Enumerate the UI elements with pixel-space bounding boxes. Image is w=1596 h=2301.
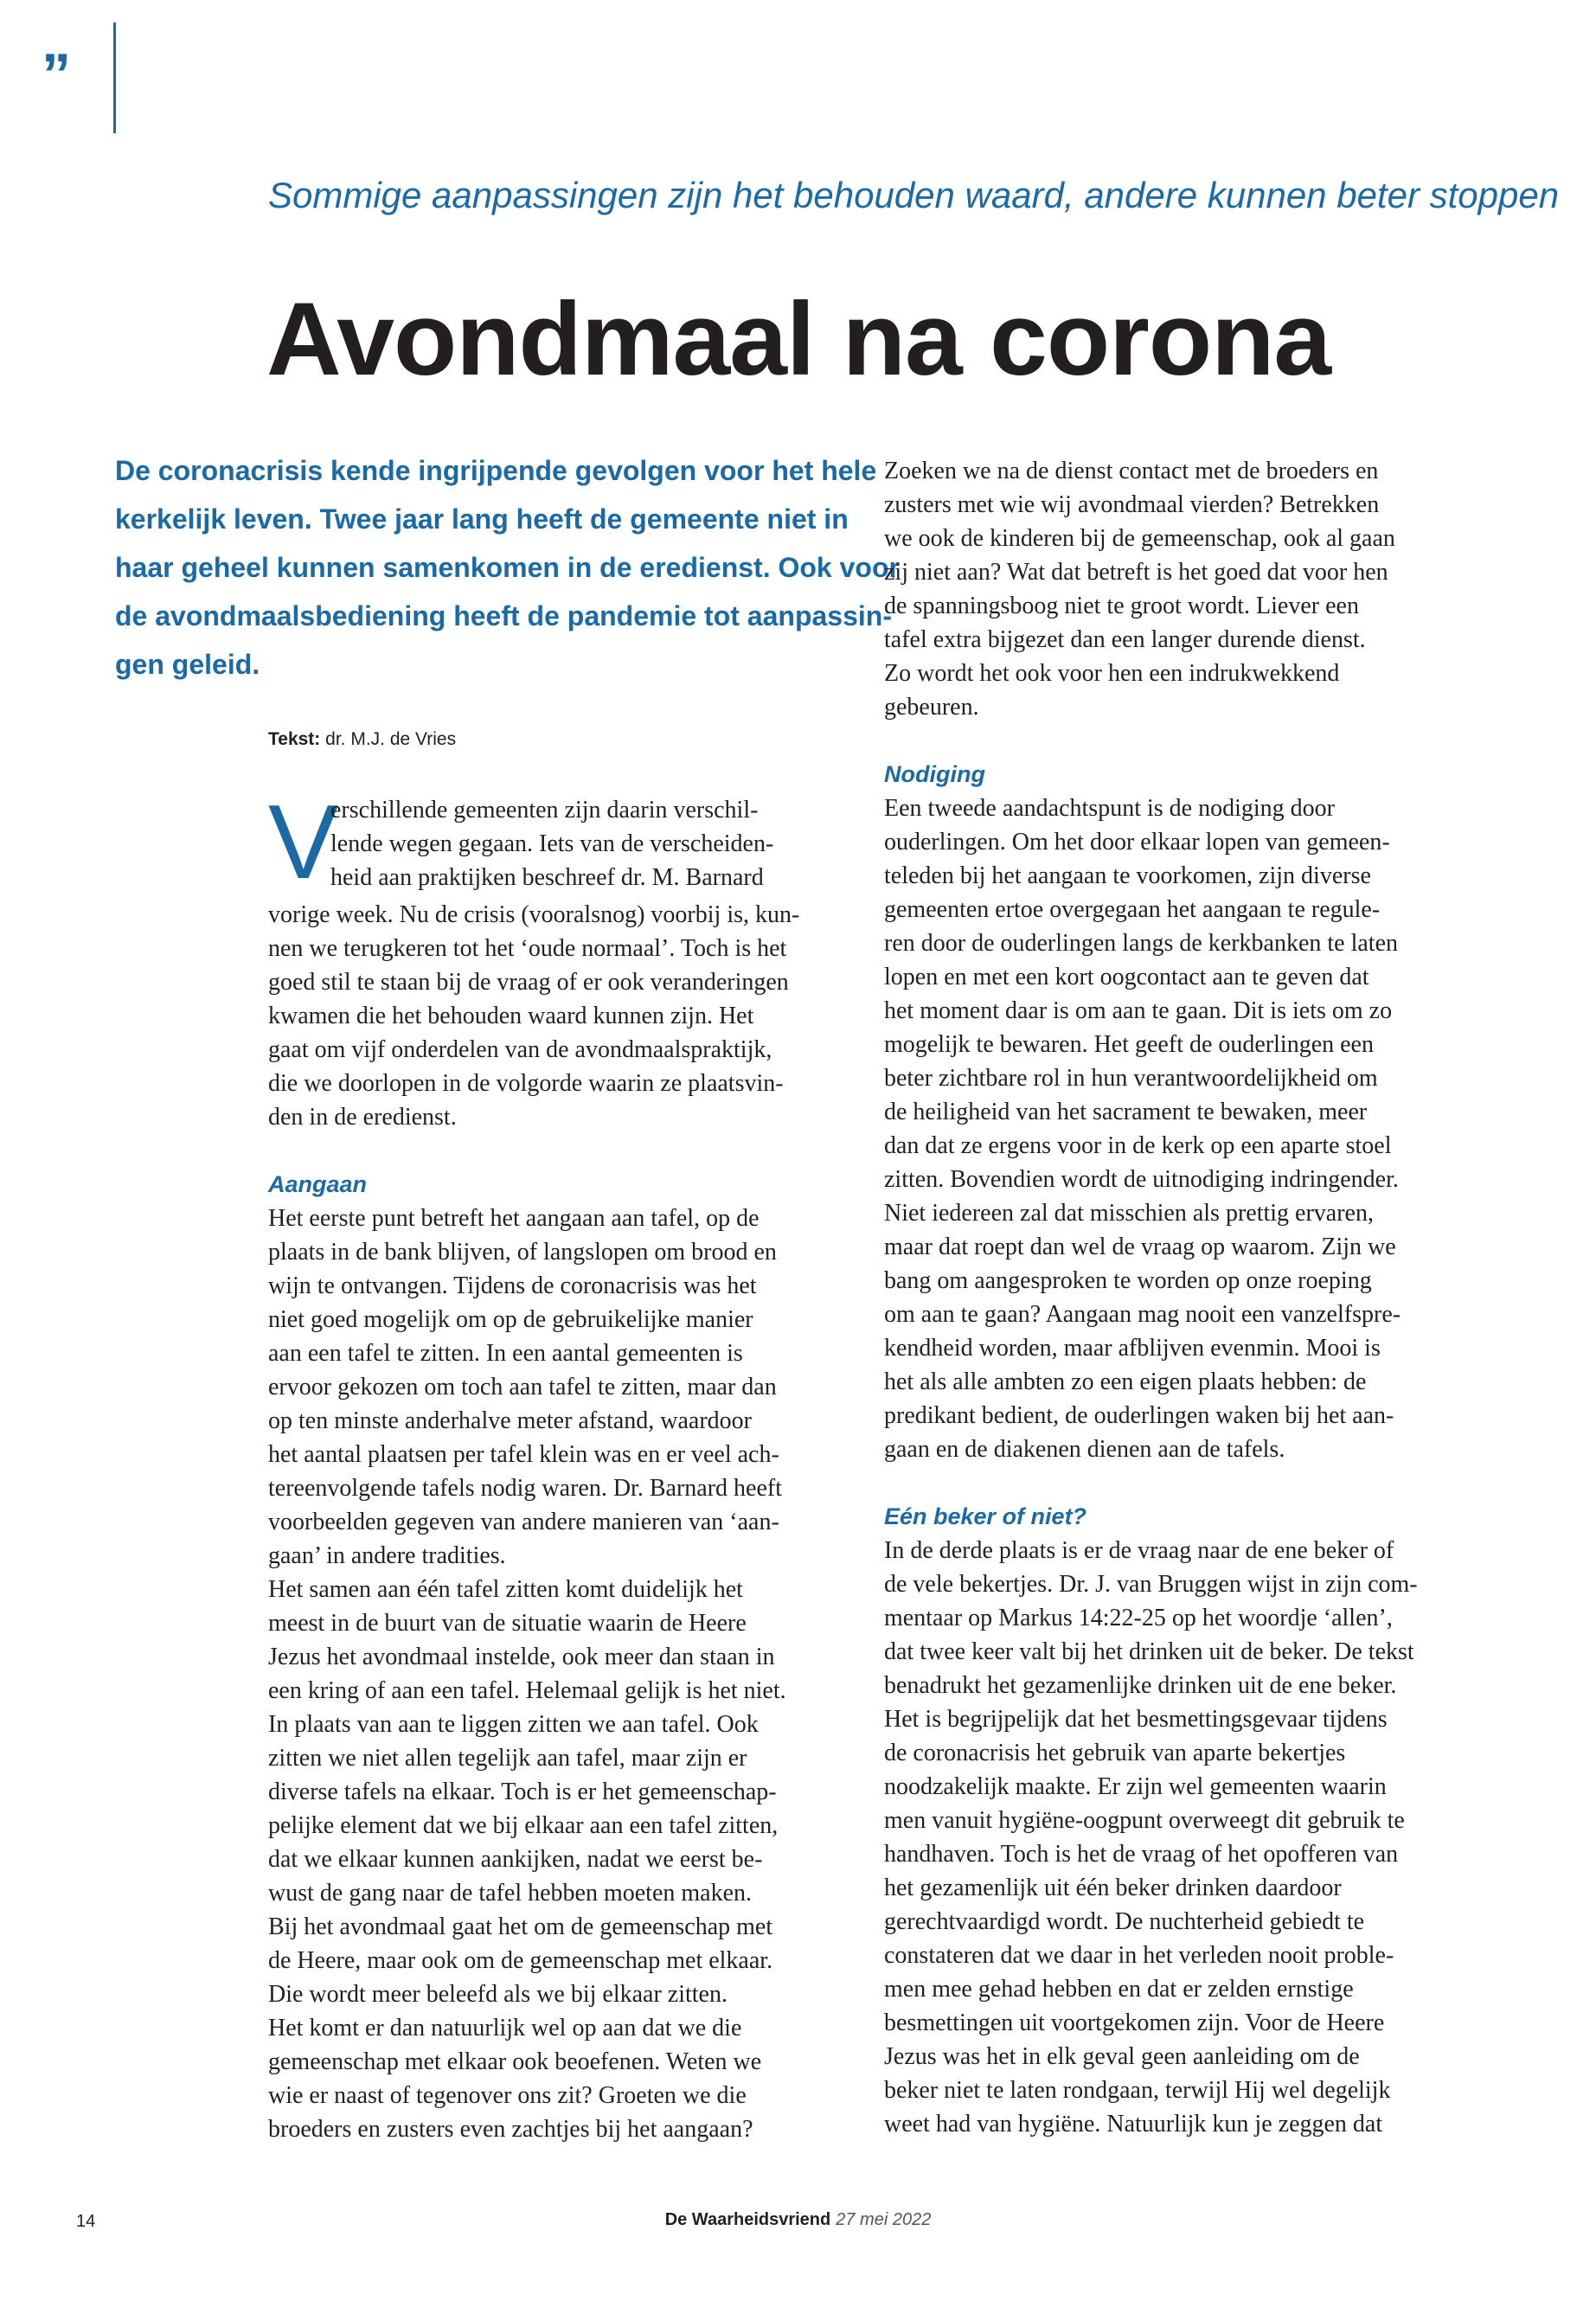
body-line: het moment daar is om aan te gaan. Dit is iets om zo xyxy=(884,997,1393,1024)
body-line: men vanuit hygiëne-oogpunt overweegt dit gebruik te xyxy=(884,1807,1405,1834)
article-kicker: Sommige aanpassingen zijn het behouden waard, andere kunnen beter stoppen xyxy=(268,175,1560,215)
body-line: niet goed mogelijk om op de gebruikelijke manier xyxy=(268,1306,753,1333)
body-line: meest in de buurt van de situatie waarin de Heere xyxy=(268,1610,747,1637)
continuation-paragraph xyxy=(884,454,1481,724)
body-line: handhaven. Toch is het de vraag of het opofferen van xyxy=(884,1841,1399,1868)
page-number: 14 xyxy=(76,2212,96,2231)
body-line: de vele bekertjes. Dr. J. van Bruggen wijst in zijn com- xyxy=(884,1571,1418,1598)
section-heading-aangaan: Aangaan xyxy=(268,1171,368,1197)
footer-publication xyxy=(0,2210,1596,2230)
body-line: beter zichtbare rol in hun verantwoordelijkheid om xyxy=(884,1065,1378,1092)
body-line: mentaar op Markus 14:22-25 op het woordje ‘allen’, xyxy=(884,1605,1393,1631)
body-line: een kring of aan een tafel. Helemaal gelijk is het niet. xyxy=(268,1677,786,1704)
body-line: wust de gang naar de tafel hebben moeten maken. xyxy=(268,1880,753,1907)
body-line: Zo wordt het ook voor hen een indrukwekkend xyxy=(884,660,1340,687)
lead-line: haar geheel kunnen samenkomen in de eredienst. Ook voor xyxy=(115,552,900,583)
body-line: predikant bedient, de ouderlingen waken bij het aan- xyxy=(884,1402,1394,1429)
body-line: voorbeelden gegeven van andere manieren van ‘aan- xyxy=(268,1509,779,1535)
body-line: lende wegen gegaan. Iets van de verscheiden- xyxy=(330,830,774,857)
lead-line: De coronacrisis kende ingrijpende gevolgen voor het hele xyxy=(115,455,877,486)
body-line: mogelijk te bewaren. Het geeft de ouderlingen een xyxy=(884,1031,1374,1058)
body-line: diverse tafels na elkaar. Toch is er het gemeenschap- xyxy=(268,1779,777,1805)
body-line: constateren dat we daar in het verleden nooit proble- xyxy=(884,1942,1394,1969)
body-line: wijn te ontvangen. Tijdens de coronacrisis was het xyxy=(268,1272,757,1299)
body-line: op ten minste anderhalve meter afstand, waardoor xyxy=(268,1407,753,1434)
author-name: dr. M.J. de Vries xyxy=(325,729,457,749)
body-line: het aantal plaatsen per tafel klein was en er veel ach- xyxy=(268,1441,779,1468)
body-line: benadrukt het gezamenlijke drinken uit de ene beker. xyxy=(884,1672,1397,1699)
author-credit xyxy=(268,727,456,753)
magazine-name: De Waarheidsvriend xyxy=(664,2210,831,2229)
body-line: Jezus het avondmaal instelde, ook meer dan staan in xyxy=(268,1644,775,1670)
body-line: dat twee keer valt bij het drinken uit de beker. De tekst xyxy=(884,1638,1414,1665)
body-line: gemeenten ertoe overgegaan het aangaan te regule- xyxy=(884,896,1381,923)
body-line: Een tweede aandachtspunt is de nodiging door xyxy=(884,795,1335,822)
article-title: Avondmaal na corona xyxy=(266,281,1331,397)
body-line: In plaats van aan te liggen zitten we aan tafel. Ook xyxy=(268,1711,759,1738)
lead-line: de avondmaalsbediening heeft de pandemie tot aanpassin- xyxy=(115,600,892,631)
body-line: de coronacrisis het gebruik van aparte bekertjes xyxy=(884,1740,1346,1766)
body-line: Zoeken we na de dienst contact met de broeders en xyxy=(884,458,1379,484)
body-line: wie er naast of tegenover ons zit? Groeten we die xyxy=(268,2082,747,2109)
body-line: gerechtvaardigd wordt. De nuchterheid gebiedt te xyxy=(884,1908,1365,1935)
body-column-right xyxy=(884,454,1481,2141)
body-line: heid aan praktijken beschreef dr. M. Barnard xyxy=(330,864,764,891)
lead-line: gen geleid. xyxy=(115,649,260,680)
body-line: zitten. Bovendien wordt de uitnodiging indringender. xyxy=(884,1166,1399,1193)
body-line: tereenvolgende tafels nodig waren. Dr. Barnard heeft xyxy=(268,1475,782,1502)
body-line: gebeuren. xyxy=(884,694,979,721)
body-line: weet had van hygiëne. Natuurlijk kun je zeggen dat xyxy=(884,2111,1383,2138)
body-column-left xyxy=(268,783,856,2146)
body-line: die we doorlopen in de volgorde waarin ze plaatsvin- xyxy=(268,1070,784,1097)
header-vertical-rule xyxy=(113,22,116,133)
body-line: gemeenschap met elkaar ook beoefenen. Weten we xyxy=(268,2048,762,2075)
intro-paragraph xyxy=(268,898,856,1134)
body-line: erschillende gemeenten zijn daarin verschil- xyxy=(330,797,759,824)
body-line: dat we elkaar kunnen aankijken, nadat we eerst be- xyxy=(268,1846,763,1873)
body-line: In de derde plaats is er de vraag naar de ene beker of xyxy=(884,1537,1394,1564)
body-line: ouderlingen. Om het door elkaar lopen van gemeen- xyxy=(884,829,1390,856)
body-line: we ook de kinderen bij de gemeenschap, ook al gaan xyxy=(884,525,1395,552)
body-line: gaan’ in andere tradities. xyxy=(268,1542,506,1569)
body-line: ren door de ouderlingen langs de kerkbanken te laten xyxy=(884,930,1399,957)
body-line: bang om aangesproken te worden op onze roeping xyxy=(884,1267,1372,1294)
body-line: om aan te gaan? Aangaan mag nooit een vanzelfspre- xyxy=(884,1301,1401,1328)
body-line: de spanningsboog niet te groot wordt. Liever een xyxy=(884,593,1359,619)
body-line: nen we terugkeren tot het ‘oude normaal’. Toch is het xyxy=(268,935,787,962)
body-line: Het komt er dan natuurlijk wel op aan dat we die xyxy=(268,2015,742,2041)
body-line: Het is begrijpelijk dat het besmettingsgevaar tijdens xyxy=(884,1706,1388,1733)
section-nodiging-text xyxy=(884,792,1481,1466)
section-heading-nodiging: Nodiging xyxy=(884,761,985,787)
body-line: Jezus was het in elk geval geen aanleiding om de xyxy=(884,2043,1360,2070)
dropcap: V xyxy=(268,783,339,901)
body-line: Bij het avondmaal gaat het om de gemeenschap met xyxy=(268,1913,773,1940)
body-line: de Heere, maar ook om de gemeenschap met elkaar. xyxy=(268,1947,773,1974)
body-line: het als alle ambten zo een eigen plaats hebben: de xyxy=(884,1368,1367,1395)
body-line: kwamen die het behouden waard kunnen zijn. Het xyxy=(268,1003,754,1029)
body-line: het gezamenlijk uit één beker drinken daardoor xyxy=(884,1875,1342,1901)
body-line: de heiligheid van het sacrament te bewaken, meer xyxy=(884,1099,1368,1125)
body-line: Die wordt meer beleefd als we bij elkaar zitten. xyxy=(268,1981,727,2008)
body-line: aan een tafel te zitten. In een aantal gemeenten is xyxy=(268,1340,743,1367)
lead-line: kerkelijk leven. Twee jaar lang heeft de gemeente niet in xyxy=(115,503,849,535)
body-line: plaats in de bank blijven, of langslopen om brood en xyxy=(268,1239,777,1266)
body-line: Het samen aan één tafel zitten komt duidelijk het xyxy=(268,1576,743,1603)
author-label: Tekst: xyxy=(268,729,321,749)
body-line: vorige week. Nu de crisis (vooralsnog) voorbij is, kun- xyxy=(268,901,800,928)
body-line: maar dat roept dan wel de vraag op waarom. Zijn we xyxy=(884,1234,1396,1260)
body-line: Niet iedereen zal dat misschien als prettig ervaren, xyxy=(884,1200,1374,1227)
section-beker-text xyxy=(884,1534,1481,2141)
body-line: zij niet aan? Wat dat betreft is het goed dat voor hen xyxy=(884,559,1388,586)
body-line: den in de eredienst. xyxy=(268,1104,457,1131)
body-line: Het eerste punt betreft het aangaan aan tafel, op de xyxy=(268,1205,760,1232)
section-aangaan-text xyxy=(268,1202,856,2146)
body-line: gaat om vijf onderdelen van de avondmaalspraktijk, xyxy=(268,1036,772,1063)
body-line: kendheid worden, maar afblijven evenmin. Mooi is xyxy=(884,1335,1381,1362)
body-line: gaan en de diakenen dienen aan de tafels. xyxy=(884,1436,1285,1463)
article-lead xyxy=(115,446,900,689)
body-line: dan dat ze ergens voor in de kerk op een aparte stoel xyxy=(884,1132,1392,1159)
body-line: noodzakelijk maakte. Er zijn wel gemeenten waarin xyxy=(884,1773,1387,1800)
body-line: broeders en zusters even zachtjes bij het aangaan? xyxy=(268,2116,753,2143)
body-line: tafel extra bijgezet dan een langer durende dienst. xyxy=(884,626,1366,653)
quote-mark-icon: ” xyxy=(42,42,71,107)
body-line: ervoor gekozen om toch aan tafel te zitten, maar dan xyxy=(268,1374,777,1400)
body-line: pelijke element dat we bij elkaar aan een tafel zitten, xyxy=(268,1812,779,1839)
section-heading-beker: Eén beker of niet? xyxy=(884,1503,1087,1529)
body-line: zitten we niet allen tegelijk aan tafel, maar zijn er xyxy=(268,1745,747,1772)
body-line: teleden bij het aangaan te voorkomen, zijn diverse xyxy=(884,862,1371,889)
body-line: beker niet te laten rondgaan, terwijl Hij wel degelijk xyxy=(884,2077,1391,2104)
issue-date: 27 mei 2022 xyxy=(836,2210,932,2229)
body-line: goed stil te staan bij de vraag of er ook veranderingen xyxy=(268,969,789,996)
body-line: lopen en met een kort oogcontact aan te geven dat xyxy=(884,964,1369,990)
body-line: besmettingen uit voortgekomen zijn. Voor de Heere xyxy=(884,2009,1385,2036)
body-line: men mee gehad hebben en dat er zelden ernstige xyxy=(884,1976,1354,2003)
body-line: zusters met wie wij avondmaal vierden? Betrekken xyxy=(884,491,1380,518)
